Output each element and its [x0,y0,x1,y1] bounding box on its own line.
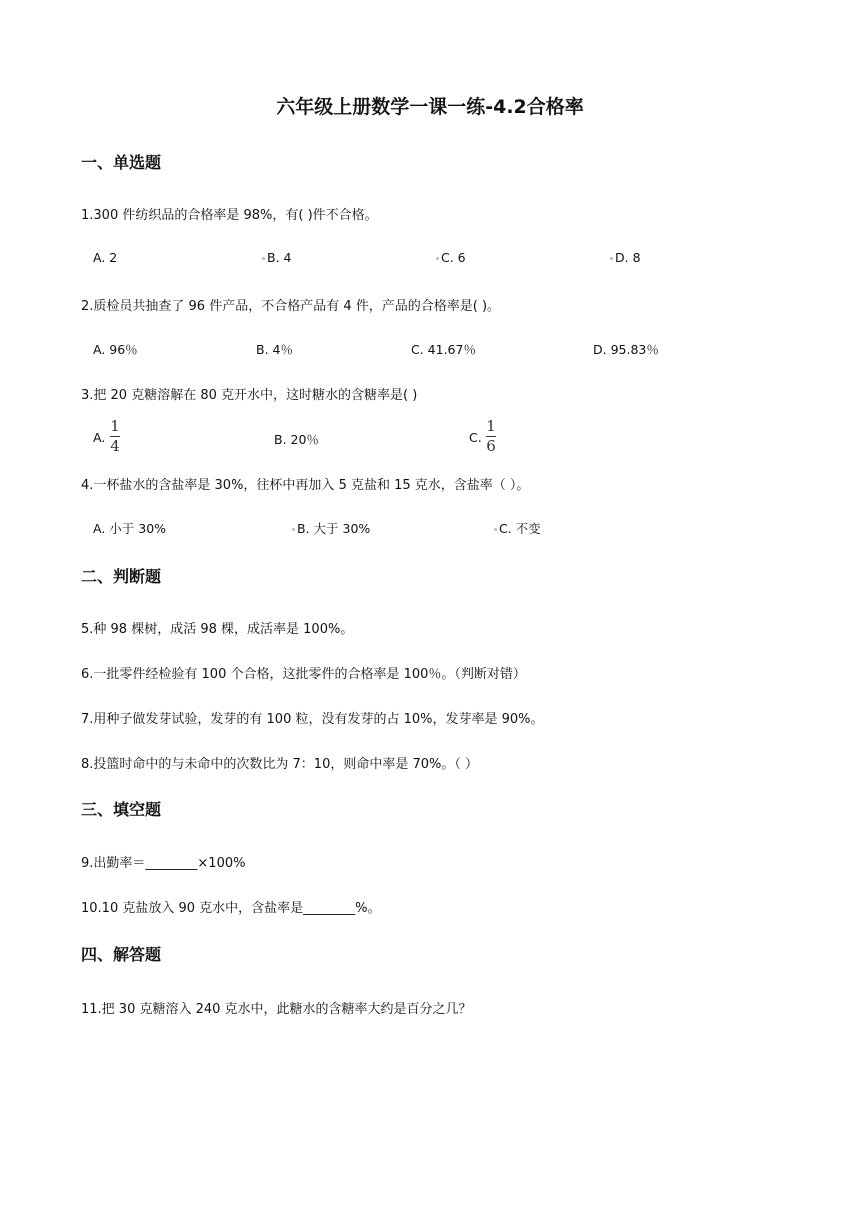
bullet-dot-icon [436,257,439,260]
question-9: 9.出勤率＝________×100% [81,856,246,871]
q2-option-c: C. 41.67％ [411,342,476,357]
q1-option-c-wrap [436,250,466,265]
q3-option-a-fraction [110,418,120,455]
q3-option-c-denominator: 6 [486,437,496,455]
q3-option-c-numerator: 1 [486,417,496,435]
q4-option-c-wrap [494,519,541,537]
q4-option-b-wrap [292,519,370,537]
section-heading-answer: 四、解答题 [81,945,162,964]
question-4: 4.一杯盐水的含盐率是 30%，往杯中再加入 5 克盐和 15 克水，含盐率（ ）。 [81,478,530,493]
q1-option-d: D. 8 [615,250,641,265]
q2-option-a: A. 96％ [93,342,138,357]
q4-option-a: A. 小于 30% [93,521,167,536]
q3-option-a-numerator: 1 [110,417,120,435]
bullet-dot-icon [494,528,497,531]
bullet-dot-icon [610,257,613,260]
question-7: 7.用种子做发芽试验，发芽的有 100 粒，没有发芽的占 10%，发芽率是 90%。 [81,712,544,727]
section-heading-fill-blank: 三、填空题 [81,800,162,819]
q4-option-b: B. 大于 30% [297,521,371,536]
q2-option-b: B. 4％ [256,342,293,357]
q3-option-c-label: C. [469,430,482,445]
q3-option-c-fraction [486,418,496,455]
q2-option-d: D. 95.83％ [593,342,659,357]
bullet-dot-icon [262,257,265,260]
q3-option-b: B. 20％ [274,432,319,447]
q1-option-a: A. 2 [93,250,118,265]
page-title: 六年级上册数学一课一练-4.2合格率 [276,96,584,118]
q1-option-d-wrap [610,250,641,265]
bullet-dot-icon [292,528,295,531]
question-6: 6.一批零件经检验有 100 个合格，这批零件的合格率是 100％。（判断对错） [81,667,526,682]
question-8: 8.投篮时命中的与未命中的次数比为 7：10，则命中率是 70%。（ ） [81,757,479,772]
q1-option-b-wrap [262,250,291,265]
q3-option-a-denominator: 4 [110,437,120,455]
question-5: 5.种 98 棵树，成活 98 棵，成活率是 100%。 [81,622,354,637]
q1-option-b: B. 4 [267,250,292,265]
section-heading-true-false: 二、判断题 [81,567,162,586]
q3-option-a-label: A. [93,430,106,445]
q1-option-c: C. 6 [441,250,466,265]
question-2: 2.质检员共抽查了 96 件产品，不合格产品有 4 件，产品的合格率是( )。 [81,299,501,314]
question-1: 1.300 件纺织品的合格率是 98%，有( )件不合格。 [81,208,378,223]
question-3: 3.把 20 克糖溶解在 80 克开水中，这时糖水的含糖率是( ) [81,388,418,403]
section-heading-single-choice: 一、单选题 [81,153,162,172]
question-11: 11.把 30 克糖溶入 240 克水中，此糖水的含糖率大约是百分之几？ [81,1002,472,1017]
q4-option-c: C. 不变 [499,521,541,536]
question-10: 10.10 克盐放入 90 克水中，含盐率是________%。 [81,901,381,916]
